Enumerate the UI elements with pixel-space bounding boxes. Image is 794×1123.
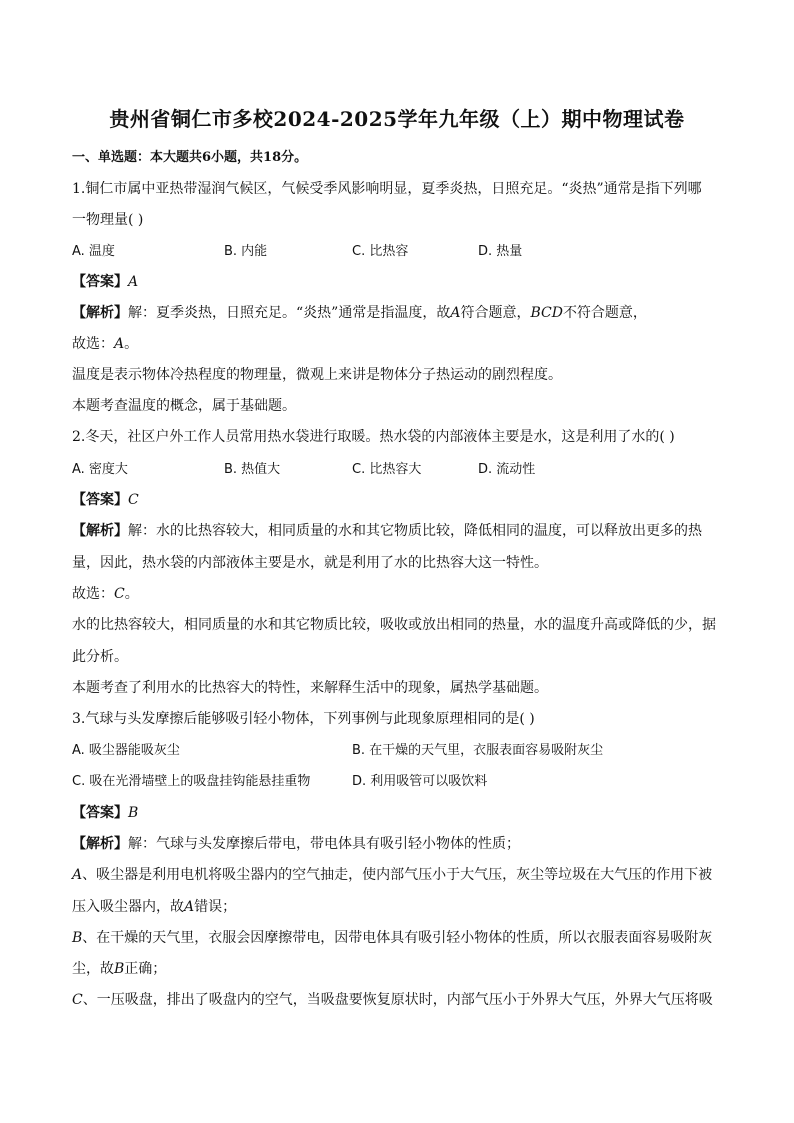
q1-stem-line1: 1.铜仁市属中亚热带湿润气候区，气候受季风影响明显，夏季炎热，日照充足。“炎热”通常是指下列哪 — [72, 181, 702, 197]
q3-analysis-line2 — [72, 864, 732, 884]
option-letter: C — [72, 992, 83, 1008]
answer-tag: 【答案】 — [72, 274, 128, 290]
section-heading: 一、单选题：本大题共6小题，共18分。 — [72, 150, 308, 165]
option-letter: A — [72, 867, 83, 883]
analysis-text: 压入吸尘器内，故 — [72, 899, 184, 915]
analysis-text: 不符合题意， — [562, 305, 647, 321]
q2-analysis-line6: 本题考查了利用水的比热容大的特性，来解释生活中的现象，属热学基础题。 — [72, 680, 548, 696]
q3-option-b: B. 在干燥的天气里，衣服表面容易吸附灰尘 — [352, 743, 604, 758]
answer-value: A — [128, 274, 139, 290]
answer-tag: 【答案】 — [72, 805, 128, 821]
answer-value: C — [128, 492, 139, 508]
q3-option-d: D. 利用吸管可以吸饮料 — [352, 774, 488, 789]
analysis-text: 、吸尘器是利用电机将吸尘器内的空气抽走，使内部气压小于大气压，灰尘等垃圾在大气压的作用下被 — [82, 867, 713, 883]
q2-option-b: B. 热值大 — [224, 462, 281, 477]
analysis-tag: 【解析】 — [72, 523, 128, 539]
q2-analysis-line2: 量，因此，热水袋的内部液体主要是水，就是利用了水的比热容大这一特性。 — [72, 555, 548, 571]
analysis-tag: 【解析】 — [72, 305, 128, 321]
q2-analysis-line4: 水的比热容较大，相同质量的水和其它物质比较，吸收或放出相同的热量，水的温度升高或降低的少，据 — [72, 617, 716, 633]
q1-stem-line2: 一物理量( ) — [72, 212, 144, 228]
q1-option-b: B. 内能 — [224, 244, 268, 259]
q1-analysis-line3: 温度是表示物体冷热程度的物理量，微观上来讲是物体分子热运动的剧烈程度。 — [72, 367, 562, 383]
q2-answer — [72, 489, 732, 509]
option-letter: B — [114, 961, 125, 977]
q1-analysis-line2 — [72, 333, 732, 353]
analysis-text: 、在干燥的天气里，衣服会因摩擦带电，因带电体具有吸引轻小物体的性质，所以衣服表面容易吸附灰 — [82, 930, 713, 946]
q1-analysis-line4: 本题考查温度的概念，属于基础题。 — [72, 398, 296, 414]
option-letter: B — [72, 930, 83, 946]
page-title: 贵州省铜仁市多校2024-2025学年九年级（上）期中物理试卷 — [109, 107, 685, 131]
answer-value: B — [128, 805, 139, 821]
q3-analysis-line3 — [72, 896, 732, 916]
analysis-text: 正确； — [124, 961, 167, 977]
q2-option-d: D. 流动性 — [478, 462, 536, 477]
q3-analysis-line6 — [72, 989, 732, 1009]
analysis-text: 故选： — [72, 586, 114, 602]
q3-analysis-line4 — [72, 927, 732, 947]
q1-answer — [72, 271, 732, 291]
q3-analysis-line1 — [72, 833, 732, 853]
analysis-tag: 【解析】 — [72, 836, 128, 852]
analysis-text: 符合题意， — [460, 305, 531, 321]
analysis-text: 解：水的比热容较大，相同质量的水和其它物质比较，降低相同的温度，可以释放出更多的热 — [128, 523, 702, 539]
q2-analysis-line1 — [72, 520, 732, 540]
option-letter: A — [450, 305, 461, 321]
q2-option-a: A. 密度大 — [72, 462, 128, 477]
q3-stem-line1: 3.气球与头发摩擦后能够吸引轻小物体，下列事例与此现象原理相同的是( ) — [72, 711, 535, 727]
q1-option-d: D. 热量 — [478, 244, 523, 259]
answer-tag: 【答案】 — [72, 492, 128, 508]
q1-option-c: C. 比热容 — [352, 244, 409, 259]
option-letter: A — [184, 899, 195, 915]
q1-analysis-line1 — [72, 302, 732, 322]
q3-option-c: C. 吸在光滑墙壁上的吸盘挂钩能悬挂重物 — [72, 774, 311, 789]
analysis-text: 解：气球与头发摩擦后带电，带电体具有吸引轻小物体的性质； — [128, 836, 520, 852]
q1-option-a: A. 温度 — [72, 244, 115, 259]
analysis-text: 尘，故 — [72, 961, 114, 977]
q2-analysis-line5: 此分析。 — [72, 649, 128, 665]
analysis-text: 。 — [124, 336, 139, 352]
q3-option-a: A. 吸尘器能吸灰尘 — [72, 743, 180, 758]
analysis-text: 。 — [124, 586, 139, 602]
option-letter: A — [114, 336, 125, 352]
q2-option-c: C. 比热容大 — [352, 462, 422, 477]
option-letter: C — [114, 586, 125, 602]
analysis-text: 故选： — [72, 336, 114, 352]
analysis-text: 解：夏季炎热，日照充足。“炎热”通常是指温度，故 — [128, 305, 451, 321]
q3-answer — [72, 802, 732, 822]
analysis-text: 错误； — [194, 899, 237, 915]
analysis-text: 、一压吸盘，排出了吸盘内的空气，当吸盘要恢复原状时，内部气压小于外界大气压，外界大气压将吸 — [82, 992, 713, 1008]
q3-analysis-line5 — [72, 958, 732, 978]
q2-analysis-line3 — [72, 583, 732, 603]
option-letter: BCD — [530, 305, 563, 321]
q2-stem-line1: 2.冬天，社区户外工作人员常用热水袋进行取暖。热水袋的内部液体主要是水，这是利用了水的( ) — [72, 429, 675, 445]
